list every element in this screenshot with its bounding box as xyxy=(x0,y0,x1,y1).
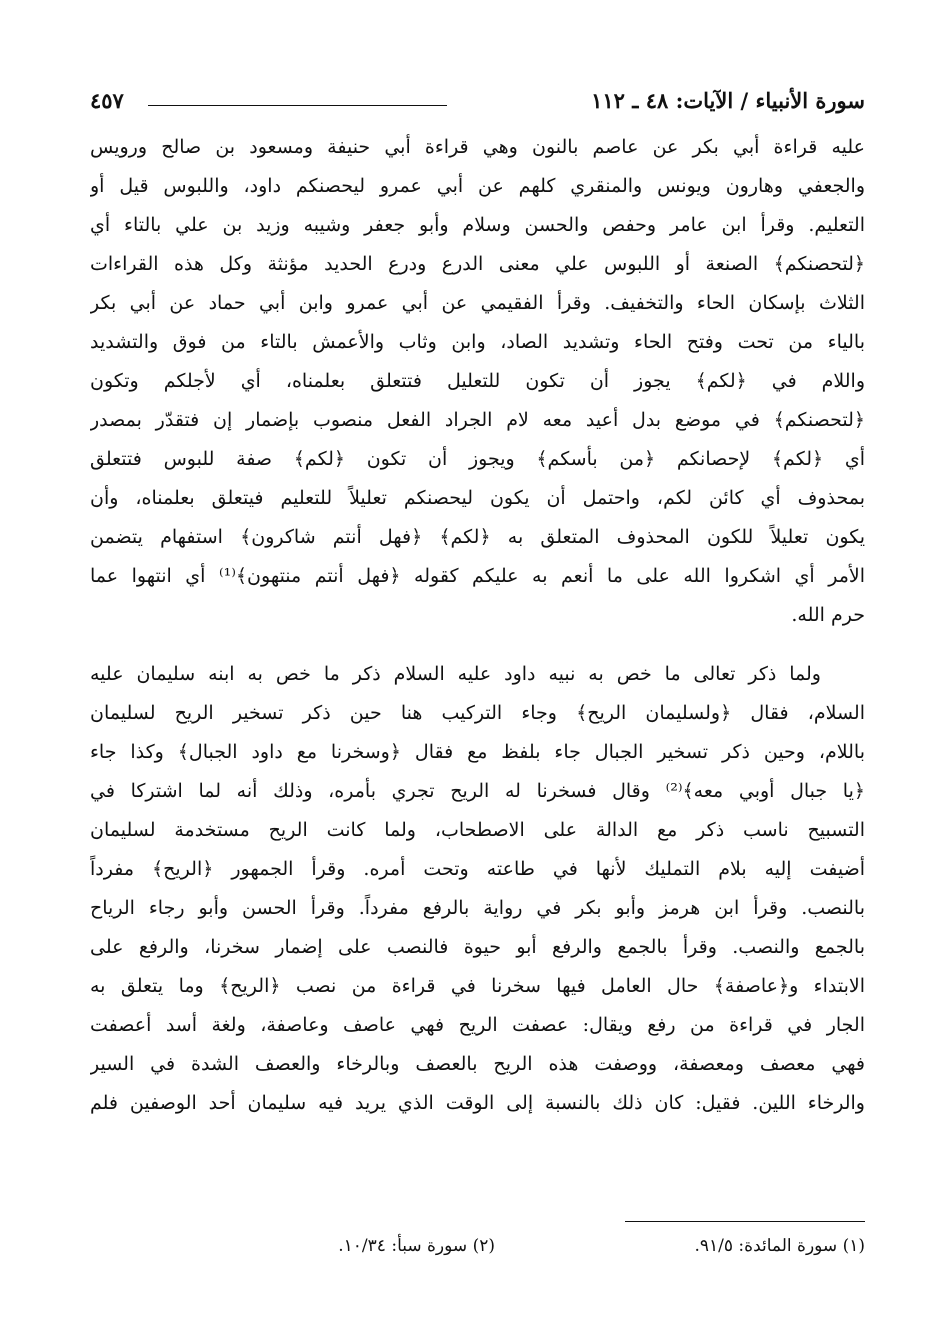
text-line: التسبيح ناسب ذكر مع الدالة على الاصطحاب، ولما كانت الريح مستخدمة لسليمان xyxy=(90,819,865,841)
footnote-2: (٢) سورة سبأ: ١٠/٣٤. xyxy=(338,1236,495,1256)
body-text xyxy=(90,128,865,1123)
text-line: فهي معصف ومعصفة، ووصفت هذه الريح بالعصف وبالرخاء والعصف الشدة في السير xyxy=(90,1053,865,1075)
text-line: الابتداء و﴿عاصفة﴾ حال العامل فيها سخرنا في قراءة من نصب ﴿الريح﴾ وما يتعلق به xyxy=(90,975,865,997)
text-line: أضيفت إليه بلام التمليك لأنها في طاعته وتحت أمره. وقرأ الجمهور ﴿الريح﴾ مفرداً xyxy=(90,858,865,880)
footnote-1: (١) سورة المائدة: ٩١/٥. xyxy=(694,1236,865,1256)
text-line: بالجمع والنصب. وقرأ بالجمع والرفع أبو حيوة فالنصب على إضمار سخرنا، والرفع على xyxy=(90,936,865,958)
text-line: التعليم. وقرأ ابن عامر وحفص والحسن وسلام وأبو جعفر وشيبه وزيد بن علي بالتاء أي xyxy=(90,214,865,236)
text-line: الثلاث بإسكان الحاء والتخفيف. وقرأ الفقيمي عن أبي عمرو وابن أبي حماد عن أبي بكر xyxy=(90,292,865,314)
text-line: السلام، فقال ﴿ولسليمان الريح﴾ وجاء التركيب هنا حين ذكر تسخير الريح لسليمان xyxy=(90,702,865,724)
text-line: عليه قراءة أبي بكر عن عاصم بالنون وهي قراءة أبي حنيفة ومسعود بن صالح ورويس xyxy=(90,136,865,158)
header-title: سورة الأنبياء / الآيات: ٤٨ ـ ١١٢ xyxy=(591,88,865,113)
text-line: بالياء من تحت وفتح الحاء وتشديد الصاد، وابن وثاب والأعمش بالتاء من فوق والتشديد xyxy=(90,331,865,353)
footnote-separator xyxy=(625,1221,865,1222)
text-line: باللام، وحين ذكر تسخير الجبال جاء بلفظ مع فقال ﴿وسخرنا مع داود الجبال﴾ وكذا جاء xyxy=(90,741,865,763)
paragraph-2 xyxy=(90,655,865,1123)
text-line: ﴿يا جبال أوبي معه﴾⁽²⁾ وقال فسخرنا له الريح تجري بأمره، وذلك أنه لما اشتركا في xyxy=(90,780,865,802)
text-line: والجعفي وهارون ويونس والمنقري كلهم عن أبي عمرو ليحصنكم داود، واللبوس قيل أو xyxy=(90,175,865,197)
text-line: ﴿لتحصنكم﴾ في موضع بدل أعيد معه لام الجراد الفعل منصوب بإضمار إن فتقدّر بمصدر xyxy=(90,409,865,431)
paragraph-1 xyxy=(90,128,865,635)
text-line: بمحذوف أي كائن لكم، واحتمل أن يكون ليحصنكم تعليلاً للتعليم فيتعلق بعلمناه، وأن xyxy=(90,487,865,509)
page xyxy=(90,88,865,1256)
text-line: بالنصب. وقرأ ابن هرمز وأبو بكر في رواية بالرفع مفرداً. وقرأ الحسن وأبو رجاء الرياح xyxy=(90,897,865,919)
text-line: يكون تعليلاً للكون المحذوف المتعلق به ﴿لكم﴾ ﴿فهل أنتم شاكرون﴾ استفهام يتضمن xyxy=(90,526,865,548)
text-line: الأمر أي اشكروا الله على ما أنعم به عليكم كقوله ﴿فهل أنتم منتهون﴾⁽¹⁾ أي انتهوا عما xyxy=(90,565,865,587)
running-header xyxy=(90,88,865,128)
paragraph-gap xyxy=(90,635,865,655)
header-rule xyxy=(148,105,447,106)
text-line: ﴿لتحصنكم﴾ الصنعة أو اللبوس علي معنى الدرع ودرع الحديد مؤنثة وكل هذه القراءات xyxy=(90,253,865,275)
footnotes xyxy=(90,1236,865,1264)
text-line: والرخاء اللين. فقيل: كان ذلك بالنسبة إلى الوقت الذي يريد فيه سليمان أحد الوصفين فلم xyxy=(90,1092,865,1114)
text-line: أي ﴿لكم﴾ لإحصانكم ﴿من بأسكم﴾ ويجوز أن تكون ﴿لكم﴾ صفة للبوس فتتعلق xyxy=(90,448,865,470)
text-line: حرم الله. xyxy=(791,604,865,626)
text-line: الجار في قراءة من رفع ويقال: عصفت الريح فهي عاصف وعاصفة، ولغة أسد أعصفت xyxy=(90,1014,865,1036)
page-number: ٤٥٧ xyxy=(90,88,124,113)
text-line: واللام في ﴿لكم﴾ يجوز أن تكون للتعليل فتتعلق بعلمناه، أي لأجلكم وتكون xyxy=(90,370,865,392)
text-line: ولما ذكر تعالى ما خص به نبيه داود عليه السلام ذكر ما خص به ابنه سليمان عليه xyxy=(90,663,821,685)
